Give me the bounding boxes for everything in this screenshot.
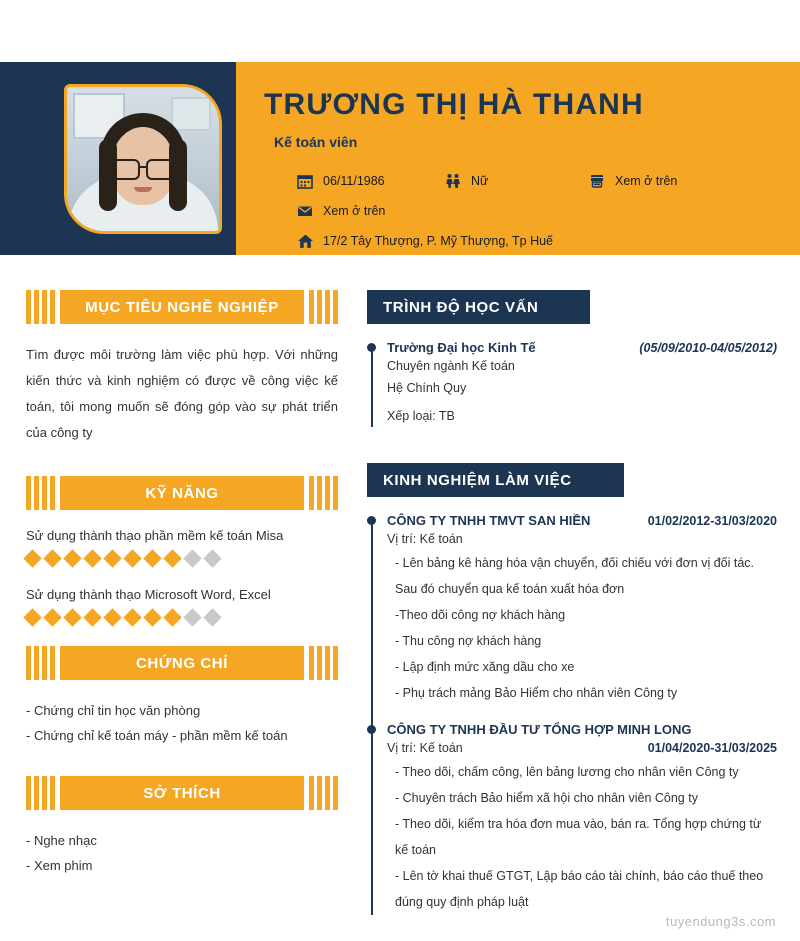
experience-duty: - Thu công nợ khách hàng	[395, 634, 542, 648]
info-email	[296, 202, 385, 220]
decorative-bars-left	[26, 646, 55, 680]
decorative-slashes	[643, 463, 680, 497]
skill-label: Sử dụng thành thạo Microsoft Word, Excel	[26, 587, 271, 602]
experience-date: 01/04/2020-31/03/2025	[647, 741, 777, 755]
header	[0, 62, 800, 255]
experience-duty: - Theo dõi, kiểm tra hóa đơn mua vào, bán ra. Tổng hợp chứng từ kế toán	[395, 817, 762, 857]
page-title: TRƯƠNG THỊ HÀ THANH	[264, 88, 644, 121]
experience-duty: - Lên tờ khai thuế GTGT, Lập báo cáo tài chính, báo cáo thuế theo đúng quy định pháp luật	[395, 869, 764, 909]
experience-duty: - Phụ trách mảng Bảo Hiểm cho nhân viên Công ty	[395, 686, 678, 700]
decorative-bars-right	[309, 646, 338, 680]
info-address-value: 17/2 Tây Thượng, P. Mỹ Thượng, Tp Huế	[323, 234, 554, 248]
section-header-education	[367, 290, 777, 324]
section-header-experience	[367, 463, 777, 497]
hobby-item: - Xem phim	[26, 858, 93, 873]
avatar	[64, 84, 222, 234]
decorative-bars-left	[26, 476, 55, 510]
education-title: TRÌNH ĐỘ HỌC VẤN	[367, 290, 590, 324]
decorative-bars-right	[309, 476, 338, 510]
certificate-item: - Chứng chỉ kế toán máy - phần mềm kế toán	[26, 728, 288, 743]
experience-position: Vị trí: Kế toán	[387, 532, 463, 546]
objective-text: Tìm được môi trường làm việc phù hợp. Với những kiến thức và kinh nghiệm có được về công việc kế toán, tôi mong muốn sẽ đóng góp vào sự phát triển của công ty	[26, 347, 338, 440]
info-gender-value: Nữ	[471, 174, 489, 188]
section-header-skills	[26, 476, 338, 510]
info-birthday	[296, 172, 385, 190]
decorative-slashes	[615, 290, 652, 324]
education-line: Hệ Chính Quy	[387, 381, 467, 395]
skill-rating	[26, 611, 338, 624]
skills-title: KỸ NĂNG	[60, 476, 304, 510]
objective-title: MỤC TIÊU NGHỀ NGHIỆP	[60, 290, 304, 324]
education-item	[387, 340, 777, 427]
experience-company: CÔNG TY TNHH ĐẦU TƯ TỔNG HỢP MINH LONG	[387, 722, 692, 737]
experience-title: KINH NGHIỆM LÀM VIỆC	[367, 463, 624, 497]
experience-duty: - Lên bảng kê hàng hóa vận chuyển, đối chiếu với đơn vị đối tác. Sau đó chuyển qua kế toán xuất hóa đơn	[395, 556, 754, 596]
section-header-objective	[26, 290, 338, 324]
info-gender	[444, 172, 488, 190]
experience-company: CÔNG TY TNHH TMVT SAN HIỀN	[387, 513, 591, 528]
info-phone-value: Xem ở trên	[615, 174, 678, 188]
education-line: Chuyên ngành Kế toán	[387, 359, 515, 373]
timeline-dot	[367, 343, 376, 352]
contact-info	[296, 172, 786, 253]
info-address	[296, 232, 553, 250]
experience-item	[387, 722, 777, 915]
experience-duty: - Theo dõi, chấm công, lên bảng lương cho nhân viên Công ty	[395, 765, 739, 779]
home-icon	[296, 232, 314, 250]
certificate-item: - Chứng chỉ tin học văn phòng	[26, 703, 201, 718]
experience-date: 01/02/2012-31/03/2020	[647, 514, 777, 528]
timeline-dot	[367, 516, 376, 525]
skill-label: Sử dụng thành thạo phần mềm kế toán Misa	[26, 528, 284, 543]
experience-duty: - Lập định mức xăng dầu cho xe	[395, 660, 575, 674]
watermark: tuyendung3s.com	[665, 914, 776, 929]
calendar-icon	[296, 172, 314, 190]
info-phone	[588, 172, 677, 190]
experience-duty: -Theo dõi công nợ khách hàng	[395, 608, 566, 622]
experience-timeline	[367, 513, 777, 915]
hobby-item: - Nghe nhạc	[26, 833, 97, 848]
education-line: Xếp loại: TB	[387, 409, 455, 423]
skill-rating	[26, 552, 338, 565]
education-timeline	[367, 340, 777, 427]
decorative-bars-right	[309, 776, 338, 810]
envelope-icon	[296, 202, 314, 220]
education-date: (05/09/2010-04/05/2012)	[639, 341, 777, 355]
gender-icon	[444, 172, 462, 190]
education-school: Trường Đại học Kinh Tế	[387, 340, 536, 355]
phone-icon	[588, 172, 606, 190]
decorative-bars-left	[26, 776, 55, 810]
info-email-value: Xem ở trên	[323, 204, 386, 218]
experience-duty: - Chuyên trách Bảo hiểm xã hội cho nhân viên Công ty	[395, 791, 698, 805]
decorative-bars-right	[309, 290, 338, 324]
certificates-title: CHỨNG CHỈ	[60, 646, 304, 680]
info-birthday-value: 06/11/1986	[323, 174, 385, 188]
experience-position: Vị trí: Kế toán	[387, 741, 463, 755]
section-header-hobbies	[26, 776, 338, 810]
job-role: Kế toán viên	[274, 134, 358, 150]
hobbies-title: SỞ THÍCH	[60, 776, 304, 810]
experience-item	[387, 513, 777, 706]
skill-item	[26, 587, 338, 624]
right-column	[367, 290, 777, 931]
section-header-certificates	[26, 646, 338, 680]
timeline-dot	[367, 725, 376, 734]
decorative-bars-left	[26, 290, 55, 324]
skill-item	[26, 528, 338, 565]
left-column	[26, 290, 338, 878]
